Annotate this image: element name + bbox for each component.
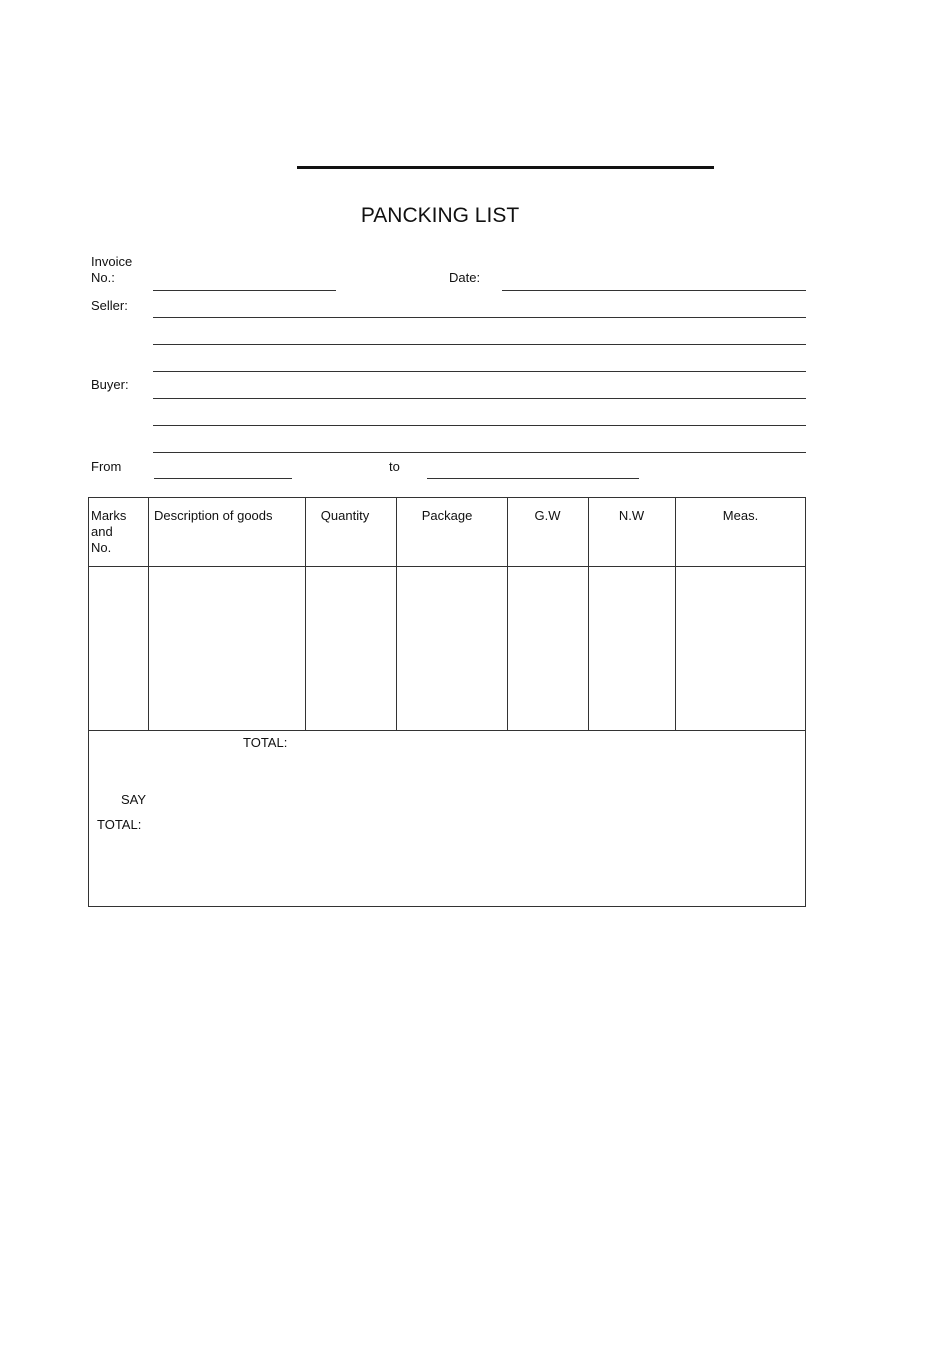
seller-line-1[interactable]	[153, 317, 806, 318]
cell-quantity[interactable]	[306, 567, 396, 730]
col-header-nw: N.W	[618, 508, 645, 523]
seller-line-2[interactable]	[153, 344, 806, 345]
to-label: to	[389, 459, 400, 474]
page-title: PANCKING LIST	[360, 204, 520, 227]
cell-description[interactable]	[149, 567, 305, 730]
col-header-description: Description of goods	[154, 508, 273, 523]
col-header-gw: G.W	[534, 508, 561, 523]
seller-line-3[interactable]	[153, 371, 806, 372]
from-field[interactable]	[154, 478, 292, 479]
col-header-quantity: Quantity	[320, 508, 370, 523]
col-header-meas: Meas.	[722, 508, 759, 523]
cell-gw[interactable]	[508, 567, 588, 730]
cell-meas[interactable]	[676, 567, 805, 730]
date-field[interactable]	[502, 290, 806, 291]
say-label: SAY	[121, 792, 147, 807]
date-label: Date:	[449, 270, 481, 285]
total-label: TOTAL:	[243, 735, 288, 750]
buyer-label: Buyer:	[91, 377, 129, 392]
invoice-field[interactable]	[153, 290, 336, 291]
body-row-divider	[88, 730, 806, 731]
cell-package[interactable]	[397, 567, 507, 730]
buyer-line-3[interactable]	[153, 452, 806, 453]
cell-nw[interactable]	[589, 567, 675, 730]
col-header-package: Package	[421, 508, 473, 523]
buyer-line-1[interactable]	[153, 398, 806, 399]
from-label: From	[91, 459, 122, 474]
top-rule	[297, 166, 714, 169]
buyer-line-2[interactable]	[153, 425, 806, 426]
col-header-marks: Marks and No.	[91, 508, 127, 555]
cell-marks[interactable]	[89, 567, 148, 730]
seller-label: Seller:	[91, 298, 128, 313]
say-total-label: TOTAL:	[97, 817, 142, 832]
invoice-label: Invoice No.:	[91, 254, 133, 285]
to-field[interactable]	[427, 478, 639, 479]
